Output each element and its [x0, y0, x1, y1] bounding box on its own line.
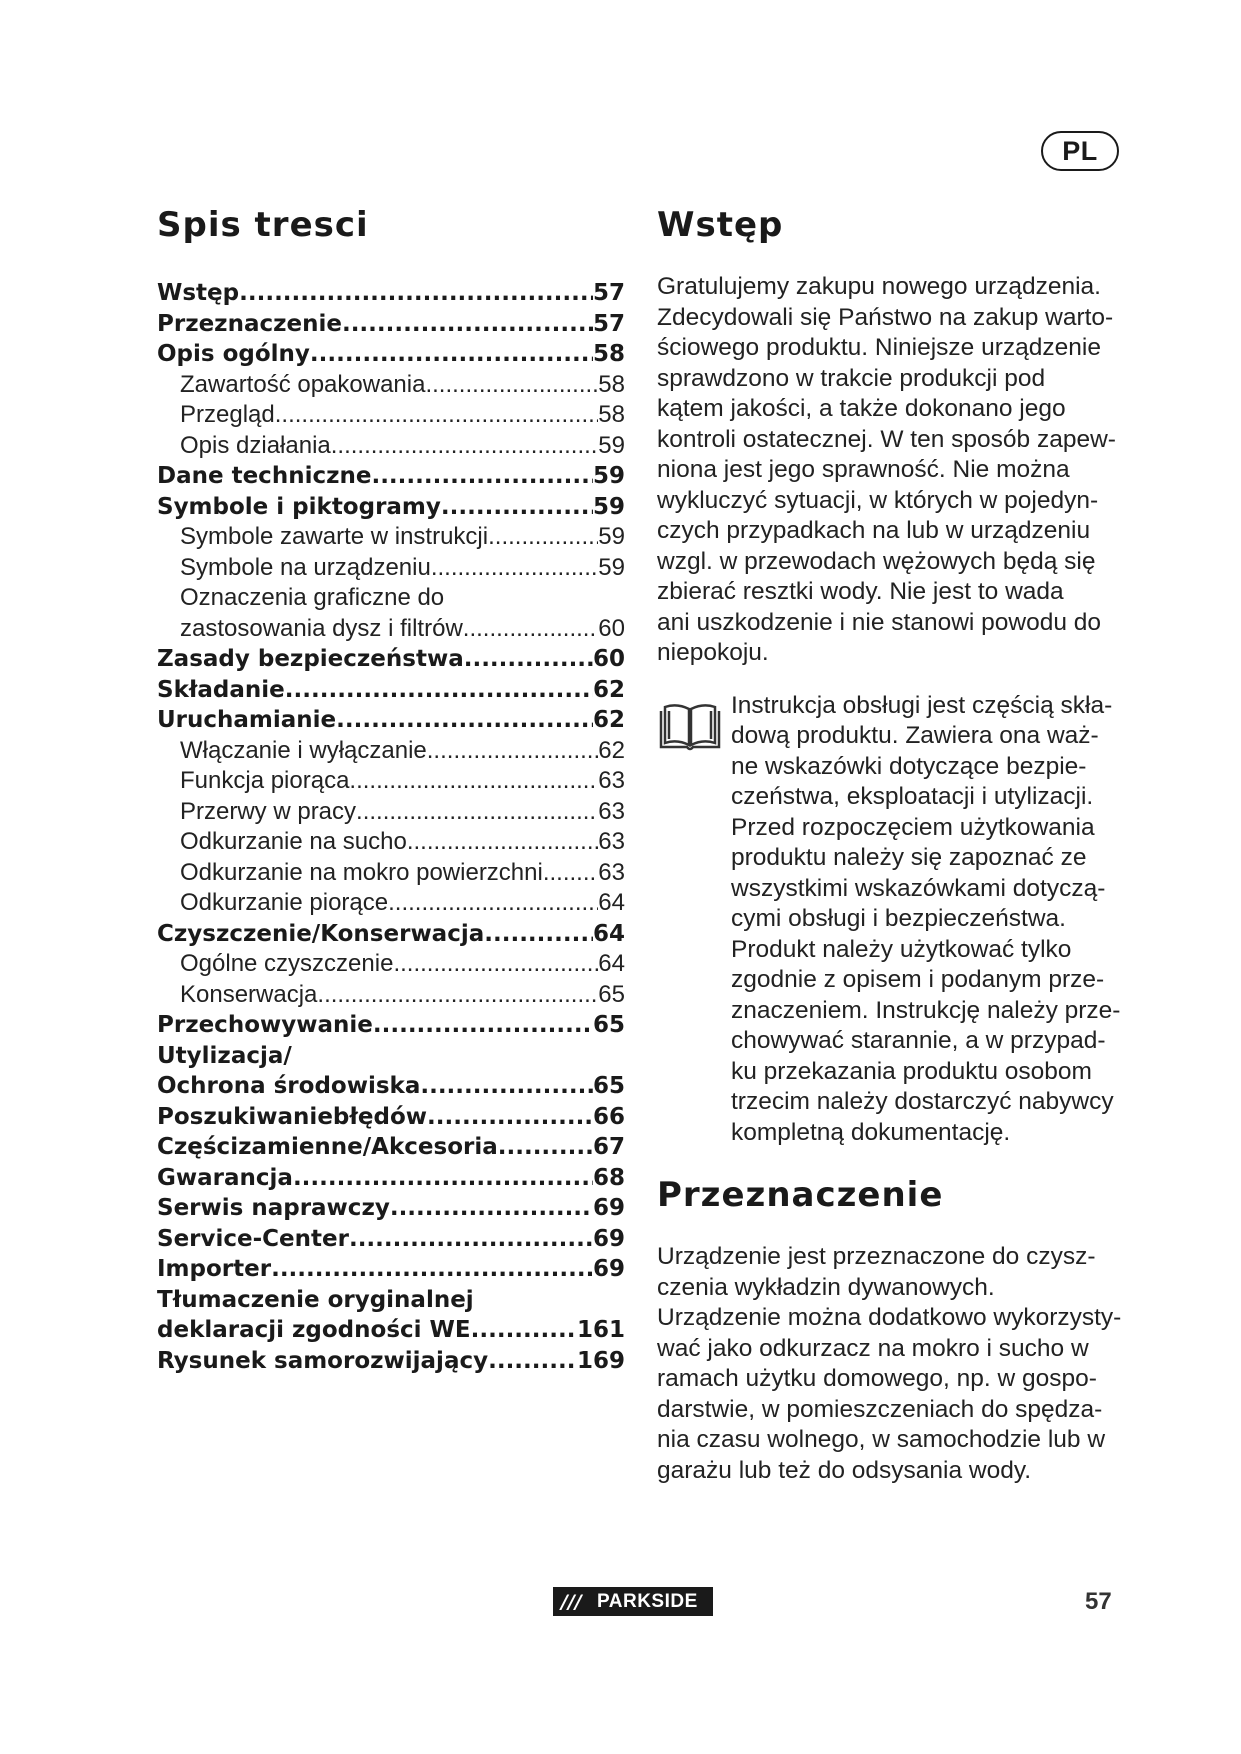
text-line: ku przekazania produktu osobom [731, 1057, 1092, 1085]
toc-label: Przerwy w pracy [180, 797, 357, 825]
toc-label: zastosowania dysz i filtrów [180, 614, 463, 642]
toc-row [157, 1254, 625, 1285]
toc-page-number: 68 [592, 1164, 625, 1191]
page-number: 57 [1085, 1588, 1112, 1615]
toc-row [157, 461, 625, 492]
toc-row [157, 1010, 625, 1041]
toc-row [157, 1346, 625, 1377]
text-line: Urządzenie można dodatkowo wykorzysty- [657, 1304, 1122, 1331]
toc-page-number: 69 [592, 1195, 625, 1221]
toc-page-number: 69 [592, 1256, 625, 1282]
text-line: ściowego produktu. Niniejsze urządzenie [657, 334, 1101, 361]
toc-page-number: 58 [598, 370, 625, 398]
parkside-logo [553, 1587, 713, 1616]
toc-page-number: 65 [592, 1012, 625, 1038]
toc-row [157, 522, 625, 553]
note-box [657, 691, 1135, 1149]
toc-label: Zasady bezpieczeństwa [157, 646, 464, 672]
toc-row [157, 370, 625, 401]
wstep-paragraph [657, 272, 1135, 669]
toc-page-number: 62 [592, 676, 625, 703]
toc-row [157, 949, 625, 980]
section-title-przeznaczenie: Przeznaczenie [657, 1175, 944, 1215]
toc-page-number: 64 [598, 889, 625, 916]
toc-row [157, 553, 625, 584]
toc-label: Wstęp [157, 280, 240, 306]
toc-page-number: 59 [592, 463, 625, 489]
toc-label: Częścizamienne/Akcesoria [157, 1134, 498, 1160]
toc-row [157, 705, 625, 736]
toc-page-number: 69 [592, 1225, 625, 1252]
text-line: trzecim należy dostarczyć nabywcy [731, 1088, 1114, 1115]
toc-leader-dots [275, 400, 599, 431]
toc-leader-dots [484, 919, 593, 950]
toc-row [157, 736, 625, 767]
text-line: czeństwa, eksploatacji i utylizacji. [731, 783, 1094, 810]
toc-row [157, 675, 625, 706]
toc-leader-dots [371, 461, 593, 492]
toc-page-number: 59 [598, 553, 625, 581]
toc-page-number: 64 [598, 950, 625, 977]
toc-leader-dots [441, 492, 593, 523]
text-line: kontroli ostatecznej. W ten sposób zapew- [657, 425, 1116, 453]
toc-page-number: 62 [592, 707, 625, 733]
toc-leader-dots [407, 827, 598, 858]
toc-row [157, 431, 625, 462]
toc-leader-dots [331, 431, 599, 462]
toc-leader-dots [317, 980, 598, 1011]
toc-page-number: 59 [598, 431, 625, 459]
toc-label: Włączanie i wyłączanie [180, 736, 427, 764]
toc-leader-dots [498, 1132, 593, 1163]
toc-row [157, 888, 625, 919]
toc-page-number: 60 [598, 614, 625, 642]
toc-column [157, 200, 625, 1376]
toc-label: Zawartość opakowania [180, 370, 426, 398]
toc-label: Oznaczenia graficzne do [180, 584, 445, 611]
toc-page-number: 60 [592, 646, 625, 672]
toc-label: Przechowywanie [157, 1012, 373, 1038]
note-text [731, 691, 1120, 1149]
book-icon [657, 699, 723, 755]
text-line: ani uszkodzenie i nie stanowi powodu do [657, 608, 1102, 636]
toc-row [157, 858, 625, 889]
toc-row [157, 614, 625, 645]
text-line: Gratulujemy zakupu nowego urządzenia. [657, 273, 1101, 300]
toc-list [157, 278, 625, 1376]
toc-label: Symbole zawarte w instrukcji [180, 523, 489, 550]
text-line: garażu lub też do odsysania wody. [657, 1456, 1032, 1484]
logo-slashes: /// [561, 1590, 582, 1613]
toc-row [157, 1315, 625, 1346]
toc-leader-dots [393, 949, 598, 980]
toc-leader-dots [388, 888, 598, 919]
toc-leader-dots [271, 1254, 593, 1285]
toc-label: Funkcja piorąca [180, 767, 350, 794]
text-line: wać jako odkurzacz na mokro i sucho w [657, 1334, 1089, 1362]
toc-page-number: 63 [598, 797, 625, 825]
toc-label: Rysunek samorozwijający [157, 1347, 489, 1374]
toc-leader-dots [349, 1224, 593, 1255]
toc-leader-dots [420, 1071, 593, 1102]
toc-leader-dots [285, 675, 593, 706]
toc-row [157, 827, 625, 858]
text-line: ramach użytku domowego, np. w gospo- [657, 1365, 1097, 1392]
toc-row [157, 797, 625, 828]
text-line: darstwie, w pomieszczeniach do spędza- [657, 1395, 1103, 1423]
toc-leader-dots [373, 1010, 593, 1041]
toc-row [157, 644, 625, 675]
toc-label: Service-Center [157, 1225, 349, 1252]
toc-page-number: 63 [598, 828, 625, 855]
toc-label: Importer [157, 1256, 272, 1282]
toc-row [157, 583, 625, 614]
text-line: wykluczyć sytuacji, w których w pojedyn- [657, 486, 1099, 514]
text-line: wzgl. w przewodach wężowych będą się [657, 547, 1096, 575]
toc-leader-dots [488, 522, 598, 553]
text-line: znaczeniem. Instrukcję należy prze- [731, 996, 1121, 1024]
toc-leader-dots [427, 736, 599, 767]
toc-leader-dots [310, 339, 593, 370]
toc-row [157, 1285, 625, 1316]
toc-row [157, 492, 625, 523]
toc-leader-dots [425, 370, 598, 401]
toc-label: Gwarancja [157, 1164, 293, 1191]
toc-row [157, 1193, 625, 1224]
text-line: Zdecydowali się Państwo na zakup warto- [657, 303, 1114, 331]
toc-label: Przegląd [180, 401, 275, 428]
text-line: nia czasu wolnego, w samochodzie lub w [657, 1426, 1106, 1453]
toc-label: Odkurzanie piorące [180, 889, 389, 916]
toc-label: Serwis naprawczy [157, 1195, 390, 1221]
logo-brand: PARKSIDE [597, 1590, 698, 1612]
toc-leader-dots [471, 1315, 577, 1346]
toc-page-number: 63 [598, 858, 625, 886]
toc-page-number: 58 [598, 401, 625, 428]
toc-leader-dots [356, 797, 598, 828]
toc-label: Poszukiwaniebłędów [157, 1103, 428, 1130]
toc-row [157, 1041, 625, 1072]
text-line: Przed rozpoczęciem użytkowania [731, 813, 1095, 841]
toc-label: Odkurzanie na mokro powierzchni [180, 858, 543, 886]
text-line: sprawdzono w trakcie produkcji pod [657, 364, 1046, 392]
text-line: chowywać starannie, a w przypad- [731, 1027, 1106, 1054]
toc-row [157, 1071, 625, 1102]
text-line: ne wskazówki dotyczące bezpie- [731, 752, 1087, 780]
toc-leader-dots [464, 644, 593, 675]
toc-row [157, 766, 625, 797]
toc-row [157, 980, 625, 1011]
text-line: wszystkimi wskazówkami dotyczą- [731, 874, 1106, 902]
toc-label: Uruchamianie [157, 707, 337, 733]
toc-label: Symbole i piktogramy [157, 493, 441, 520]
toc-row [157, 339, 625, 370]
toc-leader-dots [349, 766, 598, 797]
toc-row [157, 1102, 625, 1133]
toc-row [157, 1224, 625, 1255]
text-line: dową produktu. Zawiera ona waż- [731, 722, 1099, 749]
text-line: produktu należy się zapoznać ze [731, 844, 1087, 871]
toc-label: Ogólne czyszczenie [180, 950, 394, 977]
toc-leader-dots [431, 553, 598, 584]
text-line: niepokoju. [657, 639, 769, 666]
toc-page-number: 62 [598, 736, 625, 764]
toc-leader-dots [427, 1102, 593, 1133]
toc-label: Symbole na urządzeniu [180, 553, 431, 581]
text-line: cymi obsługi i bezpieczeństwa. [731, 905, 1066, 932]
toc-page-number: 59 [592, 493, 625, 520]
toc-label: Utylizacja/ [157, 1042, 292, 1069]
toc-row [157, 309, 625, 340]
text-line: Instrukcja obsługi jest częścią skła- [731, 691, 1113, 719]
toc-label: Konserwacja [180, 980, 318, 1008]
text-line: zgodnie z opisem i podanym prze- [731, 966, 1105, 993]
text-line: Produkt należy użytkować tylko [731, 935, 1072, 963]
toc-page-number: 65 [592, 1073, 625, 1099]
toc-leader-dots [463, 614, 599, 645]
toc-page-number: 58 [592, 341, 625, 367]
toc-row [157, 278, 625, 309]
toc-label: deklaracji zgodności WE [157, 1317, 471, 1343]
toc-page-number: 66 [592, 1103, 625, 1130]
toc-page-number: 57 [592, 310, 625, 337]
toc-leader-dots [342, 309, 593, 340]
text-line: niona jest jego sprawność. Nie można [657, 456, 1070, 483]
toc-page-number: 57 [592, 280, 625, 306]
toc-leader-dots [336, 705, 593, 736]
toc-row [157, 1163, 625, 1194]
toc-leader-dots [293, 1163, 593, 1194]
toc-page-number: 169 [576, 1347, 625, 1374]
toc-page-number: 67 [592, 1134, 625, 1160]
content-column [657, 200, 1135, 1486]
toc-label: Odkurzanie na sucho [180, 828, 407, 855]
toc-row [157, 919, 625, 950]
text-line: czenia wykładzin dywanowych. [657, 1273, 995, 1301]
text-line: kątem jakości, a także dokonano jego [657, 395, 1066, 422]
toc-label: Składanie [157, 676, 285, 703]
toc-label: Dane techniczne [157, 463, 372, 489]
toc-page-number: 65 [598, 980, 625, 1008]
toc-page-number: 161 [576, 1317, 625, 1343]
toc-page-number: 64 [592, 920, 625, 947]
toc-leader-dots [390, 1193, 593, 1224]
toc-label: Ochrona środowiska [157, 1073, 421, 1099]
text-line: kompletną dokumentację. [731, 1118, 1011, 1146]
toc-label: Czyszczenie/Konserwacja [157, 920, 485, 947]
text-line: Urządzenie jest przeznaczone do czysz- [657, 1243, 1096, 1270]
toc-row [157, 1132, 625, 1163]
toc-row [157, 400, 625, 431]
toc-page-number: 59 [598, 523, 625, 550]
text-line: zbierać resztki wody. Nie jest to wada [657, 578, 1064, 605]
language-badge: PL [1041, 131, 1119, 171]
text-line: czych przypadkach na lub w urządzeniu [657, 517, 1091, 544]
toc-label: Opis ogólny [157, 341, 310, 367]
toc-page-number: 63 [598, 767, 625, 794]
toc-leader-dots [543, 858, 598, 889]
toc-label: Tłumaczenie oryginalnej [157, 1286, 474, 1313]
toc-label: Opis działania [180, 431, 331, 459]
section-title-wstep: Wstęp [657, 205, 784, 245]
toc-leader-dots [239, 278, 593, 309]
przeznaczenie-paragraph [657, 1242, 1135, 1486]
toc-title: Spis tresci [157, 205, 369, 245]
toc-label: Przeznaczenie [157, 310, 342, 337]
toc-leader-dots [488, 1346, 577, 1377]
